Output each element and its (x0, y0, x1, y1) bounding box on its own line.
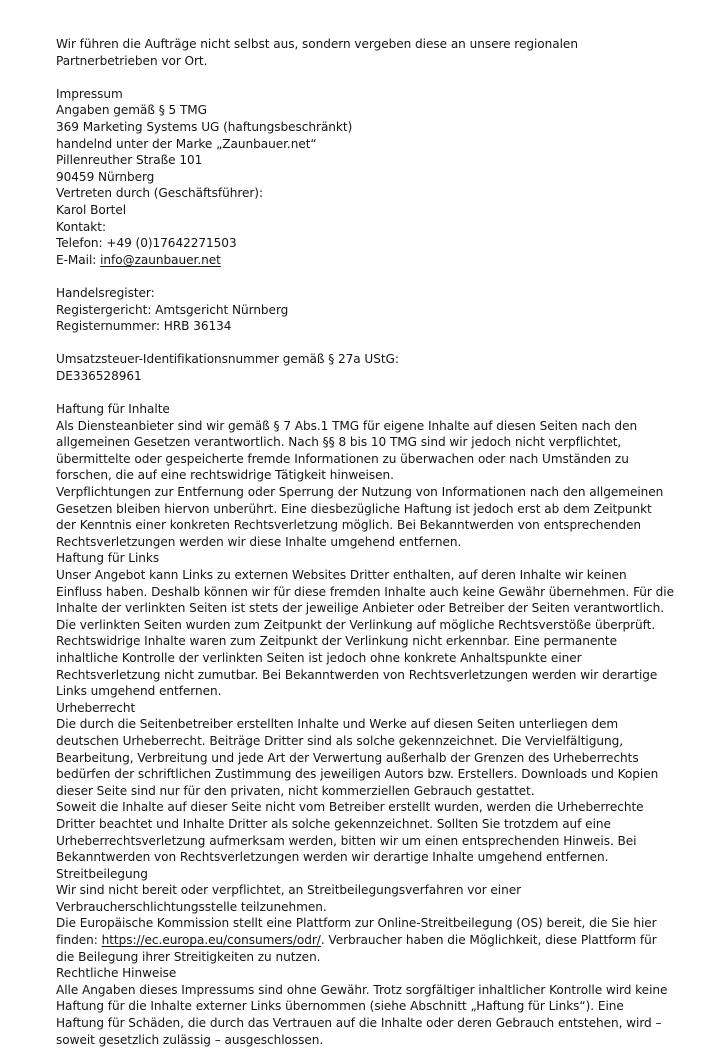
haftung-links-heading: Haftung für Links (56, 551, 160, 566)
haftung-inhalte-paragraph: Als Diensteanbieter sind wir gemäß § 7 Abs.1 TMG für eigene Inhalte auf diesen Seiten nach den allgemeinen Gesetzen verantwortlich. Nach §§ 8 bis 10 TMG sind wir jedoch nicht verpflichtet, übermittelte oder gespeicherte fremde Informationen zu überwachen oder nach Umständen zu forschen, die auf eine rechtswidrige Tätigkeit hinweisen. (56, 418, 638, 483)
streitbeilegung-paragraph (56, 915, 674, 965)
impressum-line: Telefon: +49 (0)17642271503 (56, 236, 237, 251)
impressum-line: Kontakt: (56, 219, 106, 234)
rechtliche-hinweise-heading: Rechtliche Hinweise (56, 966, 177, 981)
impressum-line: Vertreten durch (Geschäftsführer): (56, 186, 263, 201)
spacer (56, 69, 674, 86)
haftung-links-paragraph: Die verlinkten Seiten wurden zum Zeitpunkt der Verlinkung auf mögliche Rechtsverstöße überprüft. Rechtswidrige Inhalte waren zum Zeitpunkt der Verlinkung nicht erkennbar. Eine permanente inhaltliche Kontrolle der verlinkten Seiten ist jedoch ohne konkrete Anhaltspunkte einer Rechtsverletzung nicht zumutbar. Bei Bekanntwerden von Rechtsverletzungen werden wir derartige Links umgehend entfernen. (56, 617, 658, 699)
haftung-inhalte-heading: Haftung für Inhalte (56, 402, 170, 417)
haftung-links-paragraph: Unser Angebot kann Links zu externen Websites Dritter enthalten, auf deren Inhalte wir keinen Einfluss haben. Deshalb können wir für diese fremden Inhalte auch keine Gewähr übernehmen. Für die Inhalte der verlinkten Seiten ist stets der jeweilige Anbieter oder Betreiber der Seiten verantwortlich. (56, 568, 674, 616)
spacer (56, 384, 674, 401)
streitbeilegung-heading: Streitbeilegung (56, 866, 148, 881)
email-line (56, 252, 674, 269)
email-link[interactable]: info@zaunbauer.net (100, 252, 221, 267)
haftung-inhalte-paragraph: Verpflichtungen zur Entfernung oder Sperrung der Nutzung von Informationen nach den allgemeinen Gesetzen bleiben hiervon unberührt. Eine diesbezügliche Haftung ist jedoch erst ab dem Zeitpunkt der Kenntnis einer konkreten Rechtsverletzung möglich. Bei Bekanntwerden von entsprechenden Rechtsverletzungen werden wir diese Inhalte umgehend entfernen. (56, 485, 664, 549)
spacer (56, 268, 674, 285)
impressum-line: handelnd unter der Marke „Zaunbauer.net“ (56, 136, 317, 151)
impressum-heading: Impressum (56, 86, 123, 101)
register-number: Registernummer: HRB 36134 (56, 319, 232, 334)
register-court: Registergericht: Amtsgericht Nürnberg (56, 302, 289, 317)
impressum-line: Angaben gemäß § 5 TMG (56, 103, 207, 118)
odr-platform-link[interactable]: https://ec.europa.eu/consumers/odr/ (101, 933, 321, 948)
odr-text-before: Die Europäische Kommission stellt eine Plattform zur Online-Streitbeilegung (OS) bereit, die Sie hier finden: (56, 916, 657, 948)
urheberrecht-heading: Urheberrecht (56, 700, 136, 715)
legal-notice-page (56, 36, 674, 1048)
impressum-line: Karol Bortel (56, 202, 127, 217)
impressum-line: Pillenreuther Straße 101 (56, 153, 203, 168)
urheberrecht-paragraph: Soweit die Inhalte auf dieser Seite nicht vom Betreiber erstellt wurden, werden die Urheberrechte Dritter beachtet und Inhalte Dritter als solche gekennzeichnet. Sollten Sie trotzdem auf eine Urheberrechtsverletzung aufmerksam werden, bitten wir um einen entsprechenden Hinweis. Bei Bekanntwerden von Rechtsverletzungen werden wir derartige Inhalte umgehend entfernen. (56, 800, 644, 865)
rechtliche-hinweise-paragraph: Alle Angaben dieses Impressums sind ohne Gewähr. Trotz sorgfältiger inhaltlicher Kontrolle wird keine Haftung für die Inhalte externer Links übernommen (siehe Abschnitt „Haftung für Links“). Eine Haftung für Schäden, die durch das Vertrauen auf die Inhalte oder deren Gebrauch entstehen, wird – soweit gesetzlich zulässig – ausgeschlossen. (56, 982, 668, 1047)
urheberrecht-paragraph: Die durch die Seitenbetreiber erstellten Inhalte und Werke auf diesen Seiten unterliegen dem deutschen Urheberrecht. Beiträge Dritter sind als solche gekennzeichnet. Die Vervielfältigung, Bearbeitung, Verbreitung und jede Art der Verwertung außerhalb der Grenzen des Urheberrechts bedürfen der schriftlichen Zustimmung des jeweiligen Autors bzw. Erstellers. Downloads und Kopien dieser Seite sind nur für den privaten, nicht kommerziellen Gebrauch gestattet. (56, 717, 659, 798)
impressum-line: 369 Marketing Systems UG (haftungsbeschränkt) (56, 119, 353, 134)
spacer (56, 335, 674, 352)
impressum-line: 90459 Nürnberg (56, 169, 155, 184)
odr-text-after: . Verbraucher haben die Möglichkeit, diese Plattform für die Beilegung ihrer Streitigkeiten zu nutzen. (56, 933, 657, 964)
email-label: E-Mail: (56, 252, 101, 267)
intro-text: Wir führen die Aufträge nicht selbst aus, sondern vergeben diese an unsere regionalen Partnerbetrieben vor Ort. (56, 37, 578, 68)
vat-id: DE336528961 (56, 368, 142, 383)
vat-label: Umsatzsteuer-Identifikationsnummer gemäß § 27a UStG: (56, 352, 399, 367)
streitbeilegung-paragraph: Wir sind nicht bereit oder verpflichtet, an Streitbeilegungsverfahren vor einer Verbraucherschlichtungsstelle teilzunehmen. (56, 883, 522, 914)
register-heading: Handelsregister: (56, 285, 155, 300)
